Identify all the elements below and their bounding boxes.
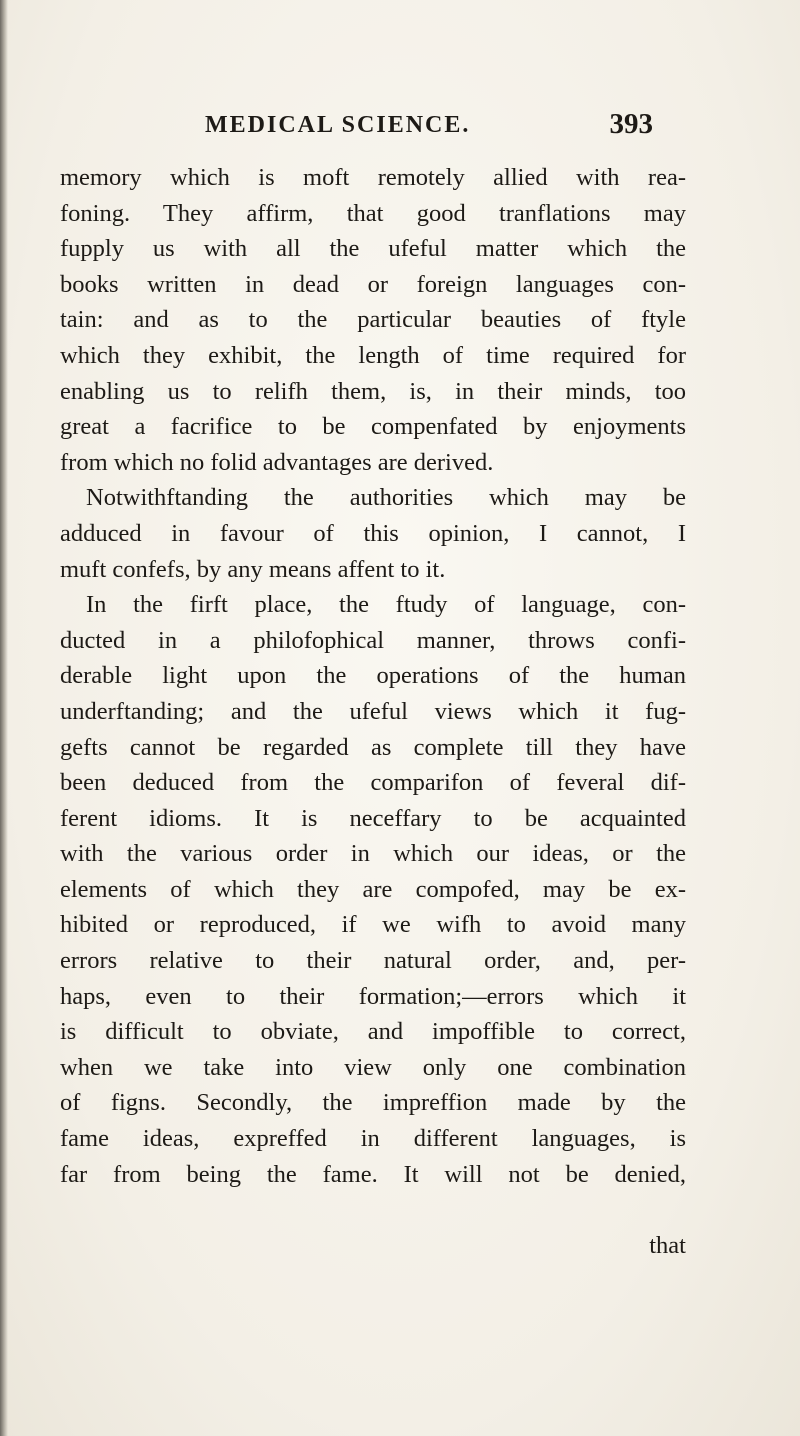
text-line: Notwithftanding the authorities which may be [86, 484, 686, 512]
body-text [60, 160, 686, 1192]
text-line: derable light upon the operations of the human [60, 662, 686, 690]
page-header [205, 108, 653, 152]
text-line: from which no folid advantages are derived. [60, 448, 494, 476]
text-line: adduced in favour of this opinion, I cannot, I [60, 519, 686, 547]
text-line: ferent idioms. It is neceffary to be acquainted [60, 804, 686, 832]
text-line: of figns. Secondly, the impreffion made by the [60, 1089, 686, 1117]
text-line: memory which is moft remotely allied with rea- [60, 164, 686, 191]
binding-edge [0, 0, 8, 1436]
text-line: with the various order in which our ideas, or the [60, 840, 686, 868]
text-line: been deduced from the comparifon of feveral dif- [60, 769, 686, 797]
text-line: when we take into view only one combination [60, 1053, 686, 1081]
text-line: elements of which they are compofed, may be ex- [60, 875, 686, 903]
text-line: tain: and as to the particular beauties of ftyle [60, 306, 686, 334]
text-line: which they exhibit, the length of time required for [60, 341, 686, 369]
text-line: underftanding; and the ufeful views which it fug- [60, 697, 686, 725]
catchword: that [649, 1232, 686, 1259]
text-line: errors relative to their natural order, and, per- [60, 947, 686, 975]
text-line: great a facrifice to be compenfated by enjoyments [60, 413, 686, 441]
page-number: 393 [609, 108, 653, 140]
text-line: muft confefs, by any means affent to it. [60, 555, 446, 583]
text-line: hibited or reproduced, if we wifh to avoid many [60, 911, 686, 939]
text-line: ducted in a philofophical manner, throws confi- [60, 626, 686, 654]
text-line: fupply us with all the ufeful matter which the [60, 235, 686, 263]
text-line: enabling us to relifh them, is, in their minds, too [60, 377, 686, 405]
text-line: gefts cannot be regarded as complete till they have [60, 733, 686, 761]
text-line: foning. They affirm, that good tranflations may [60, 199, 686, 227]
text-line: books written in dead or foreign languages con- [60, 270, 686, 298]
running-head: MEDICAL SCIENCE. [205, 112, 471, 138]
text-line: haps, even to their formation;—errors which it [60, 982, 686, 1010]
text-line: fame ideas, expreffed in different languages, is [60, 1125, 686, 1153]
text-line: In the firft place, the ftudy of language, con- [86, 591, 686, 619]
text-line: far from being the fame. It will not be denied, [60, 1160, 686, 1188]
catchword-line [60, 1228, 686, 1264]
text-line: is difficult to obviate, and impoffible to correct, [60, 1018, 686, 1046]
